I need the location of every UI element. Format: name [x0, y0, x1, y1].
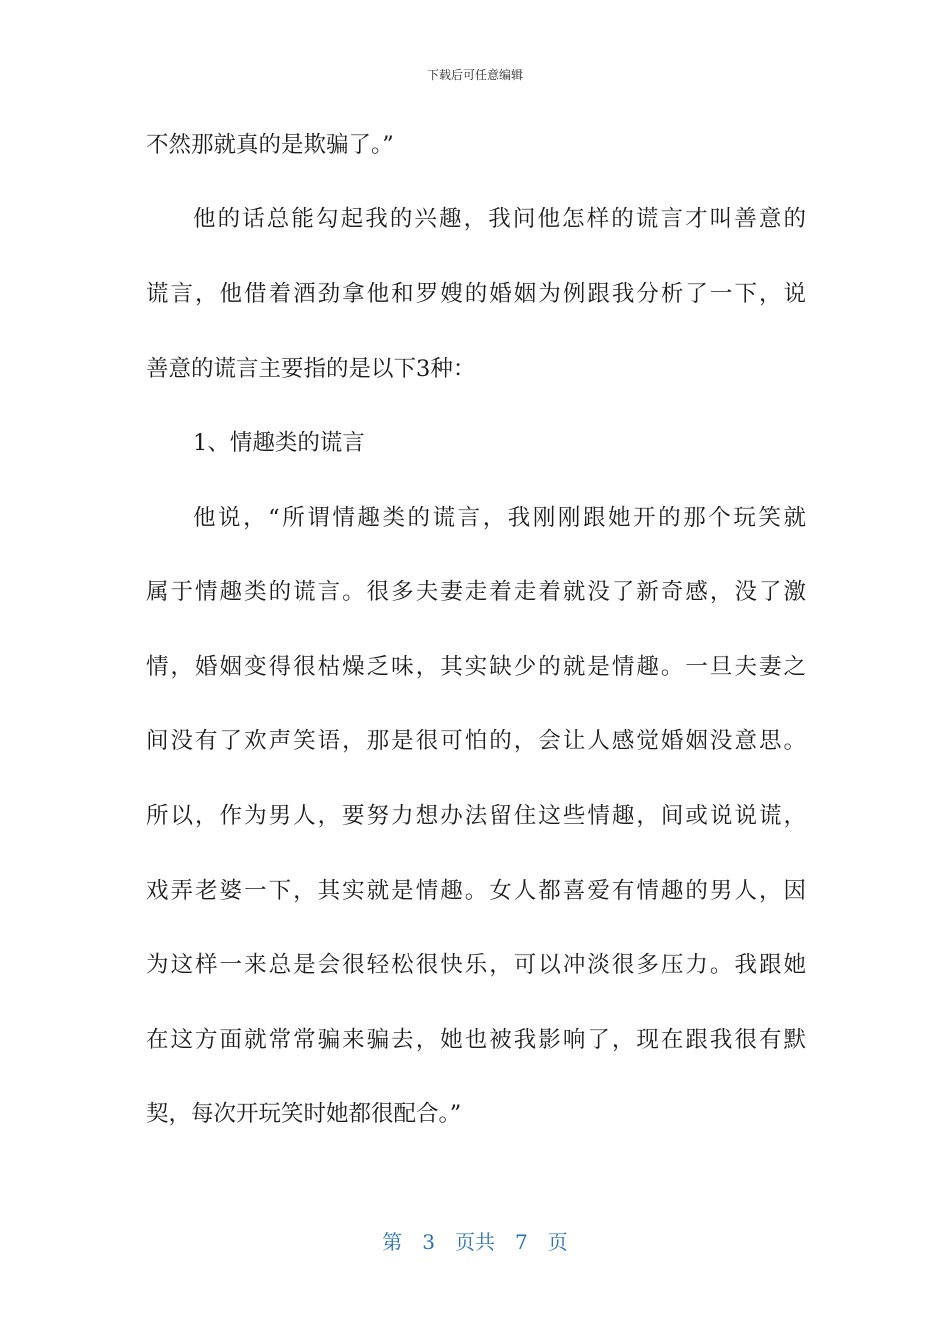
text-line: 他的话总能勾起我的兴趣，我问他怎样的谎言才叫善意的	[193, 206, 806, 232]
text-line: 他说，“所谓情趣类的谎言，我刚刚跟她开的那个玩笑就	[193, 505, 806, 531]
page-number-footer	[0, 1226, 950, 1255]
text-line: 契，每次开玩笑时她都很配合。”	[146, 1101, 462, 1127]
text-line: 间没有了欢声笑语，那是很可怕的，会让人感觉婚姻没意思。	[146, 728, 806, 754]
current-page-number: 3	[422, 1230, 435, 1254]
footer-prefix: 第	[382, 1230, 403, 1254]
text-line: 戏弄老婆一下，其实就是情趣。女人都喜爱有情趣的男人，因	[146, 878, 806, 904]
footer-suffix: 页	[547, 1230, 568, 1254]
text-line: 不然那就真的是欺骗了。”	[146, 132, 394, 158]
text-line: 为这样一来总是会很轻松很快乐，可以冲淡很多压力。我跟她	[146, 952, 806, 978]
text-line: 在这方面就常常骗来骗去，她也被我影响了，现在跟我很有默	[146, 1027, 806, 1053]
footer-middle: 页共	[455, 1230, 495, 1254]
text-line: 所以，作为男人，要努力想办法留住这些情趣，间或说说谎，	[146, 803, 806, 829]
text-line: 属于情趣类的谎言。很多夫妻走着走着就没了新奇感，没了激	[146, 579, 806, 605]
total-pages-number: 7	[515, 1230, 528, 1254]
text-line: 情，婚姻变得很枯燥乏味，其实缺少的就是情趣。一旦夫妻之	[146, 654, 806, 680]
text-line: 谎言，他借着酒劲拿他和罗嫂的婚姻为例跟我分析了一下，说	[146, 281, 806, 307]
text-line: 善意的谎言主要指的是以下3种：	[146, 356, 476, 382]
list-heading: 1、情趣类的谎言	[193, 430, 365, 456]
page-header-note: 下载后可任意编辑	[426, 68, 523, 82]
